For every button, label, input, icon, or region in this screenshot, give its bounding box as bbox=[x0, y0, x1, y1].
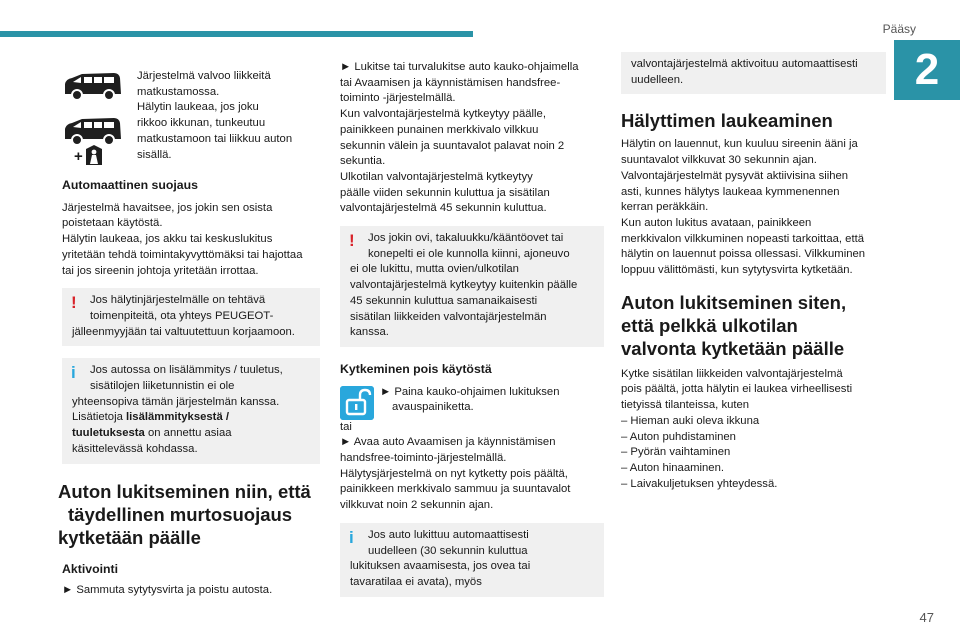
section-title-exterior-only: Auton lukitseminen siten, että pelkkä ulkotilan valvonta kytketään päälle bbox=[621, 291, 847, 359]
list-item: – Laivakuljetuksen yhteydessä. bbox=[621, 477, 778, 490]
icon-text-line: Hälytin laukeaa, jos joku bbox=[137, 101, 259, 114]
page-number: 47 bbox=[919, 610, 934, 625]
list-item: – Auton puhdistaminen bbox=[621, 430, 736, 443]
activate-heading: Aktivointi bbox=[62, 561, 119, 576]
exterior-only-text: Kytke sisätilan liikkeiden valvontajärjestelmä pois päältä, jotta hälytin ei laukea virheellisesti tietyissä tilanteissa, kuten – Hieman auki oleva ikkuna – Auton puhdistaminen – Pyörän vaihtaminen – Auton hinaaminen. – Laivakuljetuksen yhteydessä. bbox=[621, 367, 886, 493]
info-box-continued: valvontajärjestelmä aktivoituu automaattisesti uudelleen. bbox=[621, 52, 886, 94]
unlock-instruction: ► Paina kauko-ohjaimen lukituksen avauspainiketta. bbox=[340, 385, 604, 420]
chapter-badge: 2 bbox=[894, 40, 960, 100]
alarm-trigger-text: Hälytin on lauennut, kun kuuluu sireenin ääni ja suuntavalot vilkkuvat 30 sekunnin ajan. Valvontajärjestelmät pysyvät aktiivisina siihen asti, kunnes hälytys laukeaa kymmenennen kerran peräkkäin. Kun auton lukitus avataan, painikkeen merkkivalon vilkkuminen nopeasti tarkoittaa, että hälytin on lauennut poissa ollessasi. Vilkkuminen loppuu välittömästi, kun sytytysvirta kytketään. bbox=[621, 138, 866, 277]
column-3 bbox=[621, 52, 886, 492]
deactivate-heading: Kytkeminen pois käytöstä bbox=[340, 361, 492, 376]
info-icon: i bbox=[349, 527, 354, 547]
icon-text-line: Järjestelmä valvoo liikkeitä bbox=[137, 70, 271, 82]
warning-icon: ! bbox=[71, 293, 77, 313]
info-box: i Jos autossa on lisälämmitys / tuuletus, sisätilojen liiketunnistin ei ole yhteensopiva tämän järjestelmän kanssa. Lisätietoja lisälämmityksestä / tuuletuksesta on annettu asiaa käsittelevässä kohdassa. bbox=[62, 358, 320, 463]
warning-icon: ! bbox=[349, 231, 355, 251]
header-accent-bar bbox=[0, 31, 473, 37]
lock-instructions: ► Lukitse tai turvalukitse auto kauko-ohjaimella tai Avaamisen ja käynnistämisen handsfree- toiminto -järjestelmällä. Kun valvontajärjestelmä kytkeytyy päälle, painikkeen punainen merkkivalo vilkkuu sekunnin välein ja suuntavalot palavat noin 2 sekuntia. Ulkotilan valvontajärjestelmä kytkeytyy päälle viiden sekunnin kuluttua ja sisätilan valvontajärjestelmä 45 sekunnin kuluttua. bbox=[340, 61, 579, 215]
icon-text-line: sisällä. bbox=[137, 148, 172, 161]
unlock-icon bbox=[340, 386, 374, 420]
section-title-full-protection: Auton lukitseminen niin, että täydellinen murtosuojaus kytketään päälle bbox=[58, 480, 311, 548]
plus-icon: + bbox=[74, 148, 83, 165]
van-intrusion-icon bbox=[62, 115, 124, 147]
warning-box: ! Jos hälytinjärjestelmälle on tehtävä toimenpiteitä, ota yhteys PEUGEOT- jälleenmyyjään tai valtuutettuun korjaamoon. bbox=[62, 288, 320, 346]
warning-box: ! Jos jokin ovi, takaluukku/kääntöovet tai konepelti ei ole kunnolla kiinni, ajoneuvo ei ole lukittu, mutta ovien/ulkotilan valvontajärjestelmä kytkeytyy kuitenkin päälle 45 sekunnin kuluttua samanaikaisesti sisätilan liikkeiden valvontajärjestelmän kanssa. bbox=[340, 226, 604, 347]
interior-motion-sensor-icon bbox=[84, 144, 104, 166]
auto-protection-heading: Automaattinen suojaus bbox=[62, 178, 198, 192]
icon-text-line: matkustamossa. bbox=[137, 85, 220, 98]
auto-protection-text: Järjestelmä havaitsee, jos jokin sen osista poistetaan käytöstä. Hälytin laukeaa, jos akku tai keskuslukitus yritetään tehdä toimintakyvyttömäksi tai hajottaa tai jos sireenin johtoja yritetään irrottaa. bbox=[62, 201, 303, 277]
column-1 bbox=[58, 60, 320, 599]
activate-text: ► Sammuta sytytysvirta ja poistu autosta. bbox=[62, 584, 273, 597]
interior-monitoring-block bbox=[62, 60, 320, 172]
info-box: i Jos auto lukittuu automaattisesti uudelleen (30 sekunnin kuluttua lukituksen avaamisesta, jos ovea tai tavaratilaa ei avata), myös bbox=[340, 523, 604, 597]
list-item: – Pyörän vaihtaminen bbox=[621, 446, 731, 459]
column-2 bbox=[340, 60, 604, 597]
deactivate-text: tai ► Avaa auto Avaamisen ja käynnistämisen handsfree-toiminto-järjestelmällä. Hälytysjärjestelmä on nyt kytketty pois päältä, painikkeen merkkivalo sammuu ja suuntavalot vilkkuvat noin 2 sekunnin ajan. bbox=[340, 420, 571, 512]
icon-text-line: rikkoo ikkunan, tunkeutuu bbox=[137, 117, 266, 130]
list-item: – Hieman auki oleva ikkuna bbox=[621, 414, 760, 427]
van-icon bbox=[62, 70, 124, 102]
alarm-trigger-title: Hälyttimen laukeaminen bbox=[621, 110, 833, 132]
list-item: – Auton hinaaminen. bbox=[621, 461, 725, 474]
icon-text-line: matkustamoon tai liikkuu auton bbox=[137, 132, 293, 145]
info-icon: i bbox=[71, 363, 76, 383]
section-title: Pääsy bbox=[882, 22, 916, 36]
